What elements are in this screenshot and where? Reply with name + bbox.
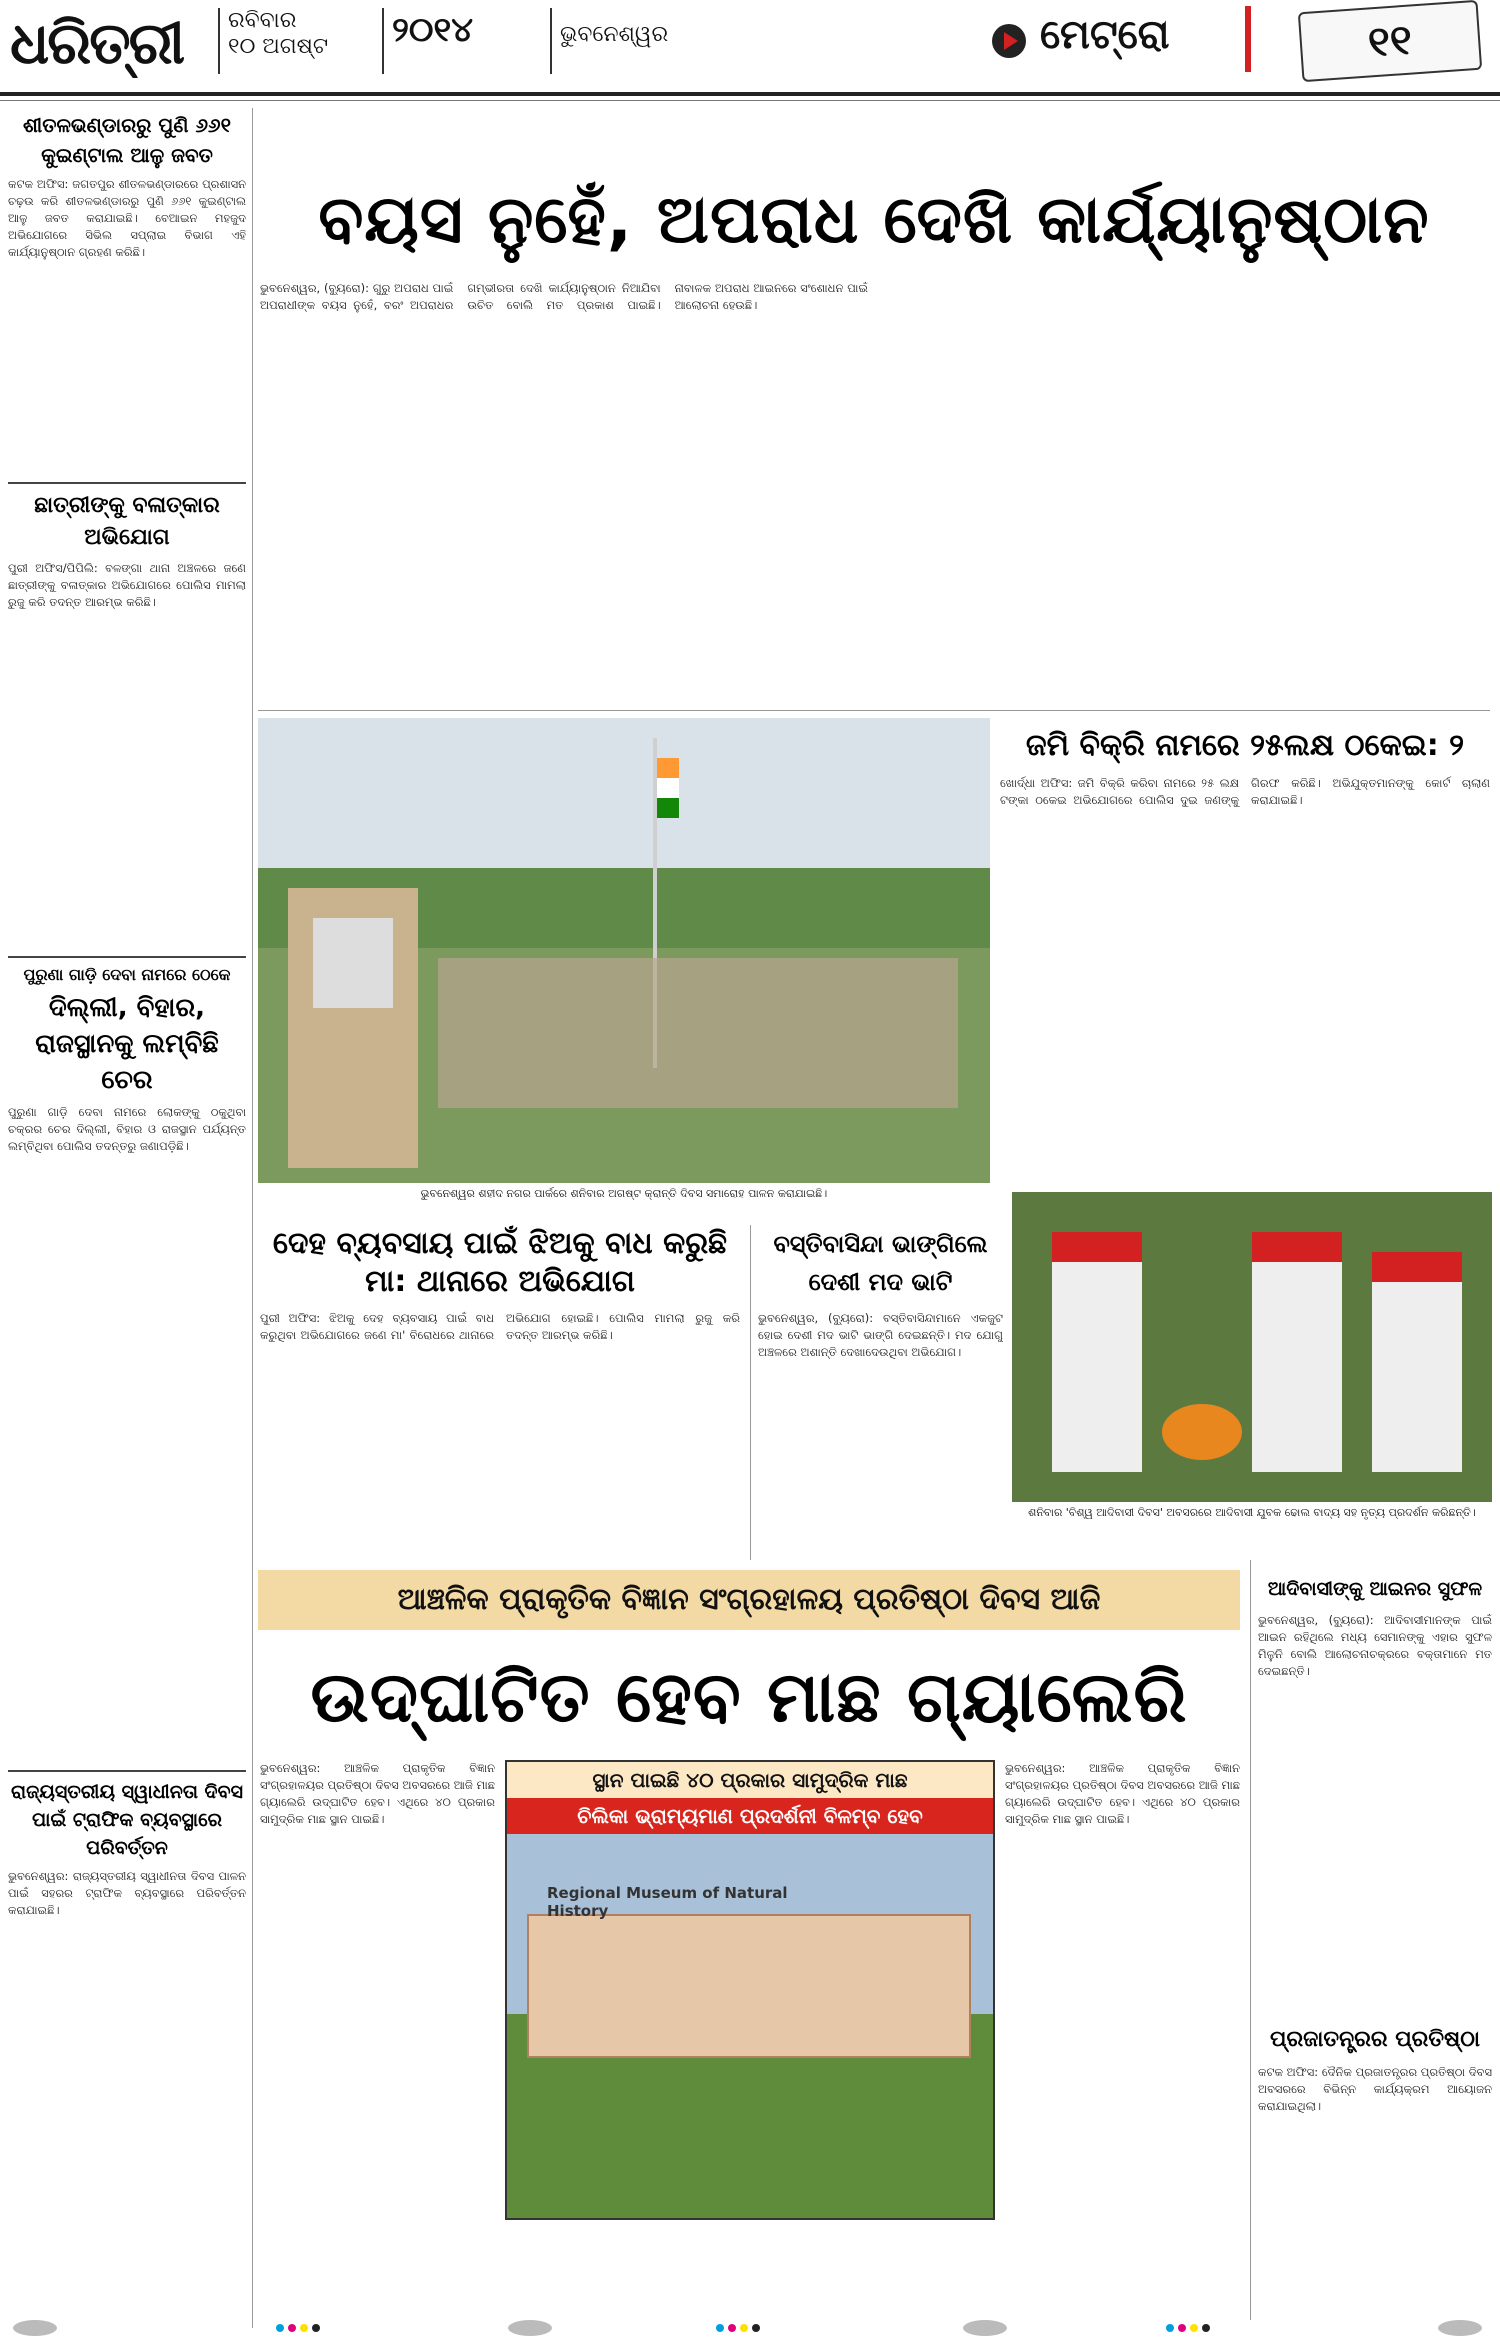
masthead-divider <box>550 8 552 74</box>
photo-flag-ceremony <box>258 718 990 1183</box>
land-body: ଖୋର୍ଦ୍ଧା ଅଫିସ: ଜମି ବିକ୍ରି କରିବା ନାମରେ ୨୫ ଲକ୍ଷ ଟଙ୍କା ଠକେଇ ଅଭିଯୋଗରେ ପୋଲିସ ଦୁଇ ଜଣଙ୍କୁ ଗିରଫ କରିଛି। ଅଭିଯୁକ୍ତମାନଙ୍କୁ କୋର୍ଟ ଚାଲାଣ କରାଯାଇଛି। <box>1000 776 1490 807</box>
date: ୧୦ ଅଗଷ୍ଟ <box>228 34 329 59</box>
museum-headline: ଉଦ୍‌ଘାଟିତ ହେବ ମାଛ ଗ୍ୟାଲେରି <box>310 1656 1188 1738</box>
story3-body: ପୁରୁଣା ଗାଡ଼ି ଦେବା ନାମରେ ଲୋକଙ୍କୁ ଠକୁଥିବା ଚକ୍ରର ଚେର ଦିଲ୍ଲୀ, ବିହାର ଓ ରାଜସ୍ଥାନ ପର୍ଯ୍ୟନ୍ତ ଲମ୍ବିଥିବା ପୋଲିସ ତଦନ୍ତରୁ ଜଣାପଡ଼ିଛି। <box>8 1105 246 1153</box>
photo2-caption: ଶନିବାର 'ବିଶ୍ୱ ଆଦିବାସୀ ଦିବସ' ଅବସରରେ ଆଦିବାସୀ ଯୁବକ ଢୋଲ ବାଦ୍ୟ ସହ ନୃତ୍ୟ ପ୍ରଦର୍ଶନ କରିଛନ୍ତି। <box>1028 1506 1476 1519</box>
museum-photo <box>507 1834 993 2218</box>
sex-trade-headline: ଦେହ ବ୍ୟବସାୟ ପାଇଁ ଝିଅକୁ ବାଧ କରୁଛି ମା: ଥାନାରେ ଅଭିଯୋଗ <box>272 1226 728 1299</box>
museum-building <box>527 1914 971 2058</box>
inset-subhead-1: ସ୍ଥାନ ପାଇଛି ୪୦ ପ୍ରକାର ସାମୁଦ୍ରିକ ମାଛ <box>507 1762 993 1798</box>
lead-headline: ବୟସ ନୁହେଁ, ଅପରାଧ ଦେଖି କାର୍ଯ୍ୟାନୁଷ୍ଠାନ <box>318 181 1430 258</box>
page-number-tag <box>1298 0 1482 82</box>
column-separator <box>750 1225 751 1560</box>
liquor-body: ଭୁବନେଶ୍ୱର, (ବ୍ୟୁରୋ): ବସ୍ତିବାସିନ୍ଦାମାନେ ଏକଜୁଟ ହୋଇ ଦେଶୀ ମଦ ଭାଟି ଭାଙ୍ଗି ଦେଇଛନ୍ତି। ମଦ ଯୋଗୁ ଅଞ୍ଚଳରେ ଅଶାନ୍ତି ଦେଖାଦେଉଥିବା ଅଭିଯୋଗ। <box>758 1311 1003 1359</box>
museum-body-left: ଭୁବନେଶ୍ୱର: ଆଞ୍ଚଳିକ ପ୍ରାକୃତିକ ବିଜ୍ଞାନ ସଂଗ୍ରହାଳୟର ପ୍ରତିଷ୍ଠା ଦିବସ ଅବସରରେ ଆଜି ମାଛ ଗ୍ୟାଲେରି ଉଦ୍‌ଘାଟିତ ହେବ। ଏଥିରେ ୪୦ ପ୍ରକାର ସାମୁଦ୍ରିକ ମାଛ ସ୍ଥାନ ପାଇଛି। <box>260 1761 495 1826</box>
print-registration-strip <box>0 2318 1500 2338</box>
weekday: ରବିବାର <box>228 8 297 33</box>
story3-kicker: ପୁରୁଣା ଗାଡ଼ି ଦେବା ନାମରେ ଠେକେ <box>23 965 231 984</box>
story1-body: କଟକ ଅଫିସ: ଜଗତପୁର ଶୀତଳଭଣ୍ଡାରରେ ପ୍ରଶାସନ ଚଢ଼ଉ କରି ଶୀତଳଭଣ୍ଡାରରୁ ପୁଣି ୬୬୧ କୁଇଣ୍ଟାଲ ଆଳୁ ଜବତ କରାଯାଇଛି। ବେଆଇନ ମହଜୁଦ ଅଭିଯୋଗରେ ସିଭିଲ ସପ୍ଲାଇ ବିଭାଗ ଏହି କାର୍ଯ୍ୟାନୁଷ୍ଠାନ ଗ୍ରହଣ କରିଛି। <box>8 177 246 259</box>
museum-sign: Regional Museum of Natural History <box>547 1884 788 1920</box>
photo-tribal-drummers <box>1012 1192 1492 1502</box>
story4-headline: ରାଜ୍ୟସ୍ତରୀୟ ସ୍ୱାଧୀନତା ଦିବସ ପାଇଁ ଟ୍ରାଫିକ ବ୍ୟବସ୍ଥାରେ ପରିବର୍ତ୍ତନ <box>11 1781 243 1859</box>
tribal-headline: ଆଦିବାସୀଙ୍କୁ ଆଇନର ସୁଫଳ <box>1267 1578 1483 1600</box>
story2-body: ପୁରୀ ଅଫିସ/ପିପିଲି: ବଳଙ୍ଗା ଥାନା ଅଞ୍ଚଳରେ ଜଣେ ଛାତ୍ରୀଙ୍କୁ ବଳାତ୍କାର ଅଭିଯୋଗରେ ପୋଲିସ ମାମଲା ରୁଜୁ କରି ତଦନ୍ତ ଆରମ୍ଭ କରିଛି। <box>8 561 246 609</box>
land-headline: ଜମି ବିକ୍ରି ନାମରେ ୨୫ଲକ୍ଷ ଠକେଇ: ୨ <box>1025 728 1465 763</box>
column-separator <box>1250 1560 1251 2320</box>
page-number: ୧୧ <box>1366 14 1414 67</box>
story-rule <box>8 1770 246 1772</box>
democracy-body: କଟକ ଅଫିସ: ଦୈନିକ ପ୍ରଜାତନ୍ତ୍ରର ପ୍ରତିଷ୍ଠା ଦିବସ ଅବସରରେ ବିଭିନ୍ନ କାର୍ଯ୍ୟକ୍ରମ ଆୟୋଜନ କରାଯାଇଥିଲା। <box>1258 2065 1492 2113</box>
sex-trade-body: ପୁରୀ ଅଫିସ: ଝିଅକୁ ଦେହ ବ୍ୟବସାୟ ପାଇଁ ବାଧ କରୁଥିବା ଅଭିଯୋଗରେ ଜଣେ ମା' ବିରୋଧରେ ଥାନାରେ ଅଭିଯୋଗ ହୋଇଛି। ପୋଲିସ ମାମଲା ରୁଜୁ କରି ତଦନ୍ତ ଆରମ୍ଭ କରିଛି। <box>260 1311 740 1342</box>
inset-subhead-2: ଚିଲିକା ଭ୍ରାମ୍ୟମାଣ ପ୍ରଦର୍ଶନୀ ବିଳମ୍ବ ହେବ <box>507 1798 993 1834</box>
masthead-divider <box>382 8 384 74</box>
story3-headline: ଦିଲ୍ଲୀ, ବିହାର, ରାଜସ୍ଥାନକୁ ଲମ୍ବିଛି ଚେର <box>35 993 219 1095</box>
story4-body: ଭୁବନେଶ୍ୱର: ରାଜ୍ୟସ୍ତରୀୟ ସ୍ୱାଧୀନତା ଦିବସ ପାଳନ ପାଇଁ ସହରର ଟ୍ରାଫିକ ବ୍ୟବସ୍ଥାରେ ପରିବର୍ତ୍ତନ କରାଯାଇଛି। <box>8 1869 246 1917</box>
masthead-year: ୨୦୧୪ <box>392 10 474 50</box>
masthead <box>0 0 1500 95</box>
masthead-city: ଭୁବନେଶ୍ୱର <box>560 22 669 47</box>
left-column <box>8 108 246 2308</box>
play-icon <box>990 22 1028 60</box>
section-name: ମେଟ୍ରୋ <box>1040 12 1170 58</box>
liquor-headline: ବସ୍ତିବାସିନ୍ଦା ଭାଙ୍ଗିଲେ ଦେଶୀ ମଦ ଭାଟି <box>773 1230 988 1296</box>
masthead-rule <box>0 92 1500 96</box>
museum-inset <box>505 1760 995 2220</box>
newspaper-logo: ଧରିତ୍ରୀ <box>10 9 184 77</box>
column-separator <box>252 108 253 2328</box>
story-rule <box>8 956 246 958</box>
democracy-headline: ପ୍ରଜାତନ୍ତ୍ରର ପ୍ରତିଷ୍ଠା <box>1270 2027 1480 2052</box>
story1-headline: ଶୀତଳଭଣ୍ଡାରରୁ ପୁଣି ୬୬୧ କୁଇଣ୍ଟାଲ ଆଳୁ ଜବତ <box>22 113 232 167</box>
photo1-caption: ଭୁବନେଶ୍ୱର ଶହୀଦ ନଗର ପାର୍କରେ ଶନିବାର ଅଗଷ୍ଟ କ୍ରାନ୍ତି ଦିବସ ସମାରୋହ ପାଳନ କରାଯାଇଛି। <box>420 1187 828 1200</box>
masthead-rule-thin <box>0 100 1500 101</box>
section-rule <box>258 710 1490 711</box>
lead-body: ଭୁବନେଶ୍ୱର, (ବ୍ୟୁରୋ): ଗୁରୁ ଅପରାଧ ପାଇଁ ଅପରାଧୀଙ୍କ ବୟସ ନୁହେଁ, ବରଂ ଅପରାଧର ଗମ୍ଭୀରତା ଦେଖି କାର୍ଯ୍ୟାନୁଷ୍ଠାନ ନିଆଯିବା ଉଚିତ ବୋଲି ମତ ପ୍ରକାଶ ପାଇଛି। ନାବାଳକ ଅପରାଧ ଆଇନରେ ସଂଶୋଧନ ପାଇଁ ଆଲୋଚନା ହେଉଛି। <box>260 281 868 312</box>
section-red-bar <box>1245 6 1251 72</box>
museum-banner: ଆଞ୍ଚଳିକ ପ୍ରାକୃତିକ ବିଜ୍ଞାନ ସଂଗ୍ରହାଳୟ ପ୍ରତିଷ୍ଠା ଦିବସ ଆଜି <box>258 1570 1240 1630</box>
tribal-body: ଭୁବନେଶ୍ୱର, (ବ୍ୟୁରୋ): ଆଦିବାସୀମାନଙ୍କ ପାଇଁ ଆଇନ ରହିଥିଲେ ମଧ୍ୟ ସେମାନଙ୍କୁ ଏହାର ସୁଫଳ ମିଳୁନି ବୋଲି ଆଲୋଚନାଚକ୍ରରେ ବକ୍ତାମାନେ ମତ ଦେଇଛନ୍ତି। <box>1258 1613 1492 1678</box>
masthead-date <box>228 8 368 68</box>
masthead-divider <box>218 8 220 74</box>
story2-headline: ଛାତ୍ରୀଙ୍କୁ ବଳାତ୍କାର ଅଭିଯୋଗ <box>34 493 220 550</box>
museum-body-right: ଭୁବନେଶ୍ୱର: ଆଞ୍ଚଳିକ ପ୍ରାକୃତିକ ବିଜ୍ଞାନ ସଂଗ୍ରହାଳୟର ପ୍ରତିଷ୍ଠା ଦିବସ ଅବସରରେ ଆଜି ମାଛ ଗ୍ୟାଲେରି ଉଦ୍‌ଘାଟିତ ହେବ। ଏଥିରେ ୪୦ ପ୍ରକାର ସାମୁଦ୍ରିକ ମାଛ ସ୍ଥାନ ପାଇଛି। <box>1005 1761 1240 1826</box>
story-rule <box>8 482 246 484</box>
